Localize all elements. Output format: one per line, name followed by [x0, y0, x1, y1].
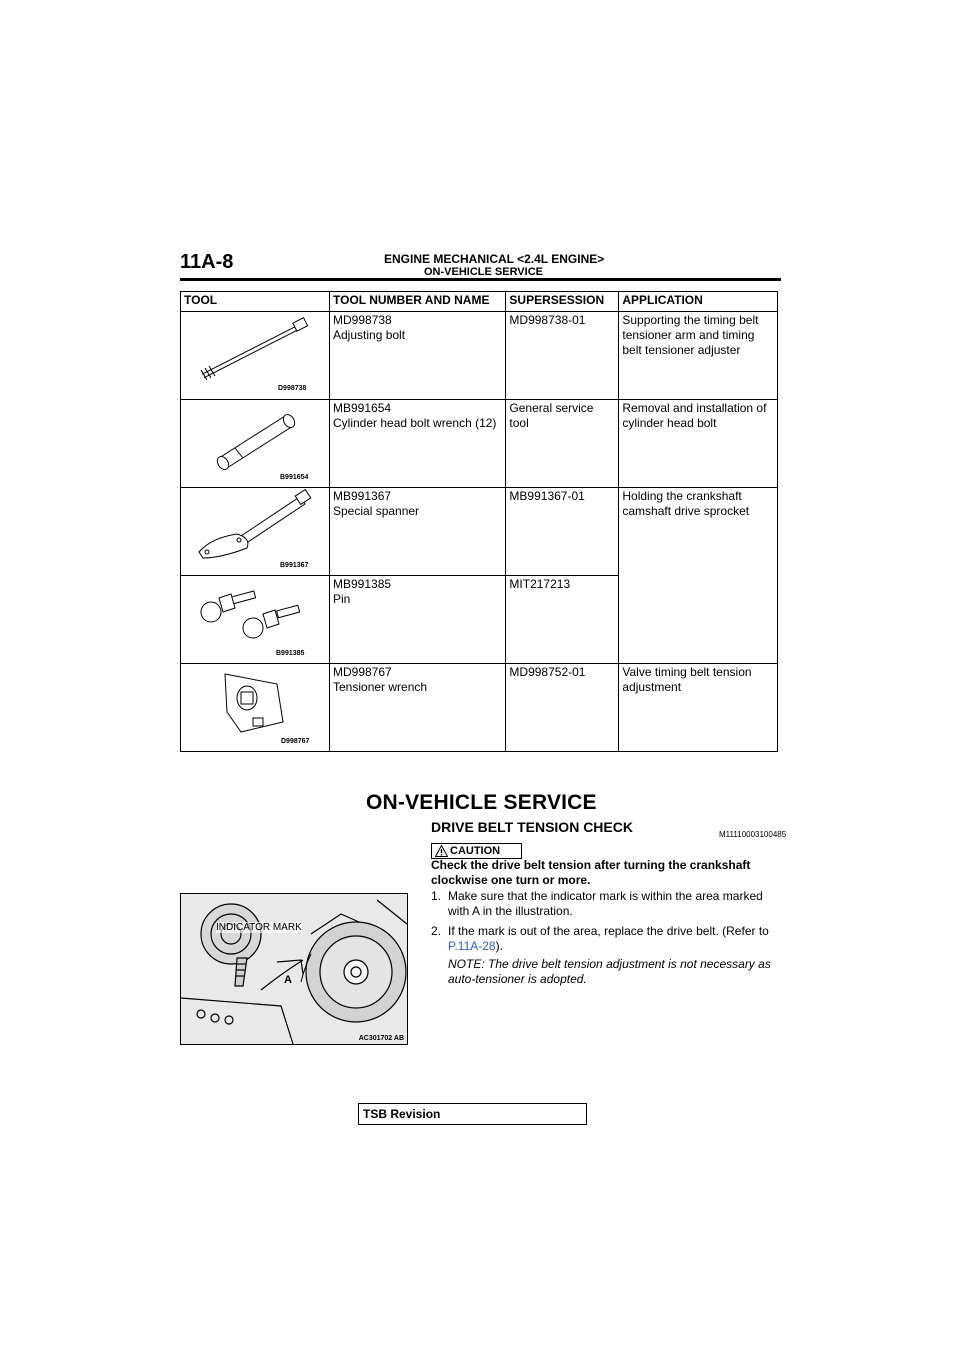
column-header: TOOL [181, 292, 330, 312]
figure-code: B991654 [280, 474, 309, 481]
special-spanner-illustration [181, 488, 329, 574]
supersession-cell: MD998752-01 [506, 664, 619, 752]
tool-number-name: MB991654 Cylinder head bolt wrench (12) [330, 400, 506, 488]
tool-figure-cell [181, 664, 330, 752]
application-cell: Holding the crankshaft camshaft drive sprocket [619, 488, 778, 664]
tool-number-name: MB991367 Special spanner [330, 488, 506, 576]
column-header: SUPERSESSION [506, 292, 619, 312]
table-header-row [181, 292, 778, 312]
chapter-title: ENGINE MECHANICAL <2.4L ENGINE> [384, 252, 605, 266]
tool-figure-cell [181, 576, 330, 664]
procedure-code: M11110003100485 [719, 830, 787, 839]
application-cell: Supporting the timing belt tensioner arm and timing belt tensioner adjuster [619, 312, 778, 400]
supersession-cell: MB991367-01 [506, 488, 619, 576]
tensioner-wrench-illustration [181, 664, 329, 750]
figure-code: D998738 [278, 385, 307, 392]
caution-label: CAUTION [450, 845, 501, 857]
page-number: 11A-8 [180, 251, 234, 273]
figure-code: AC301702 AB [358, 1035, 404, 1042]
step-2: 2. If the mark is out of the area, replace the drive belt. (Refer to P.11A-28). [431, 924, 769, 953]
tool-figure-cell [181, 488, 330, 576]
area-a-label: A [284, 974, 292, 986]
page-reference-link[interactable]: P.11A-28 [448, 939, 496, 953]
note-text: NOTE: The drive belt tension adjustment is not necessary as auto-tensioner is adopted. [448, 957, 771, 986]
supersession-cell: MIT217213 [506, 576, 619, 664]
supersession-cell: MD998738-01 [506, 312, 619, 400]
special-tool-table [180, 291, 778, 752]
table-row [181, 664, 778, 752]
tool-figure-cell [181, 400, 330, 488]
caution-text: Check the drive belt tension after turning the crankshaft clockwise one turn or more. [431, 858, 751, 887]
table-row [181, 488, 778, 576]
section-header: ON-VEHICLE SERVICE [424, 266, 543, 278]
bolt-wrench-illustration [181, 400, 329, 486]
drive-belt-tensioner-photo [180, 893, 408, 1045]
column-header: TOOL NUMBER AND NAME [330, 292, 506, 312]
pin-illustration [181, 576, 329, 662]
column-header: APPLICATION [619, 292, 778, 312]
figure-code: B991385 [276, 650, 305, 657]
tsb-revision-label: TSB Revision [363, 1107, 441, 1121]
caution-box [431, 843, 522, 859]
supersession-cell: General service tool [506, 400, 619, 488]
tsb-revision-box [358, 1103, 587, 1125]
tool-figure-cell [181, 312, 330, 400]
step-1: 1. Make sure that the indicator mark is within the area marked with A in the illustration. [431, 889, 763, 918]
adjusting-bolt-illustration [181, 312, 329, 398]
figure-code: B991367 [280, 562, 309, 569]
tool-number-name: MB991385 Pin [330, 576, 506, 664]
table-row [181, 312, 778, 400]
tool-number-name: MD998767 Tensioner wrench [330, 664, 506, 752]
section-title: ON-VEHICLE SERVICE [366, 791, 597, 814]
application-cell: Removal and installation of cylinder head bolt [619, 400, 778, 488]
header-rule [180, 278, 781, 281]
procedure-title: DRIVE BELT TENSION CHECK [431, 819, 633, 835]
indicator-mark-label: INDICATOR MARK [216, 922, 302, 933]
tool-number-name: MD998738 Adjusting bolt [330, 312, 506, 400]
table-row [181, 400, 778, 488]
application-cell: Valve timing belt tension adjustment [619, 664, 778, 752]
figure-code: D998767 [281, 738, 310, 745]
